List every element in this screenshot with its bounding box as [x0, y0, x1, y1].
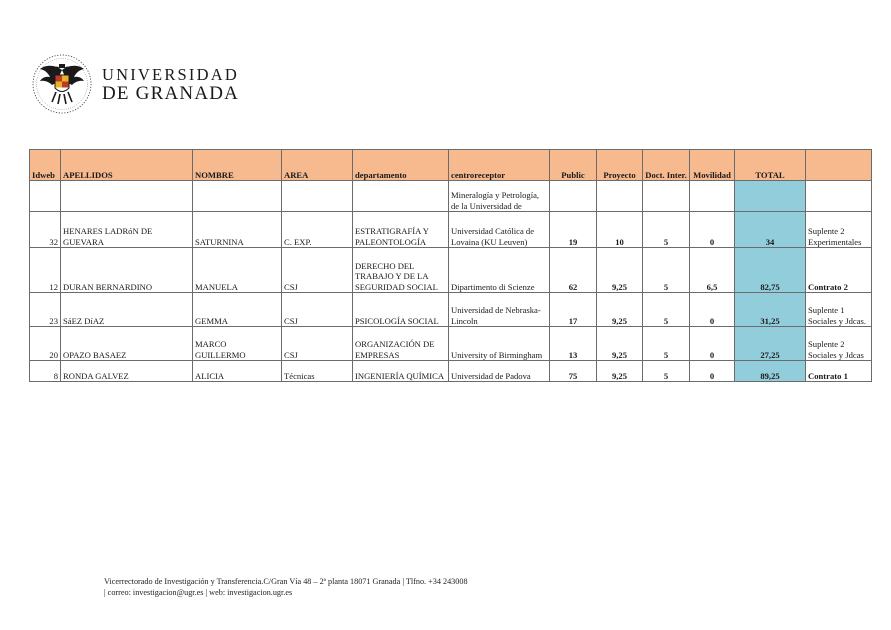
university-logo [30, 52, 250, 116]
footer-contact: | correo: investigacion@ugr.es | web: investigacion.ugr.es [104, 587, 293, 597]
cell-centro: Universidad Católica de Lovaina (KU Leuven) [449, 212, 550, 248]
logo-line2: DE GRANADA [102, 83, 240, 104]
cell-id: 20 [30, 327, 61, 361]
cell-area: CSJ [282, 248, 353, 293]
cell-departamento: ESTRATIGRAFÍA Y PALEONTOLOGÍA [353, 212, 449, 248]
cell-departamento: ORGANIZACIÓN DE EMPRESAS [353, 327, 449, 361]
cell-doct: 5 [643, 361, 690, 382]
footer-address: Vicerrectorado de Investigación y Transferencia.C/Gran Vía 48 – 2ª planta 18071 Granada | Tlfno. +34 243008 [104, 577, 468, 586]
col-area: AREA [282, 150, 353, 181]
table-row [30, 181, 872, 212]
cell-total: 34 [735, 212, 806, 248]
cell-total: 82,75 [735, 248, 806, 293]
cell-centro: Universidad de Nebraska-Lincoln [449, 293, 550, 327]
cell-area [282, 181, 353, 212]
cell-id: 23 [30, 293, 61, 327]
cell-doct: 5 [643, 293, 690, 327]
col-estado [806, 150, 872, 181]
cell-apellidos [61, 181, 193, 212]
table-row [30, 327, 872, 361]
cell-nombre [193, 181, 282, 212]
cell-nombre: MARCO GUILLERMO [193, 327, 282, 361]
cell-id: 32 [30, 212, 61, 248]
cell-proyecto: 9,25 [597, 248, 643, 293]
cell-total: 89,25 [735, 361, 806, 382]
col-total: TOTAL [735, 150, 806, 181]
university-seal-icon [30, 52, 94, 116]
cell-departamento: INGENIERÍA QUÍMICA [353, 361, 449, 382]
cell-movilidad: 6,5 [690, 248, 735, 293]
cell-centro: University of Birmingham [449, 327, 550, 361]
col-doct-inter: Doct. Inter. [643, 150, 690, 181]
cell-public: 75 [550, 361, 597, 382]
page-footer [104, 577, 468, 598]
cell-estado: Suplente 2 Experimentales [806, 212, 872, 248]
cell-nombre: GEMMA [193, 293, 282, 327]
cell-id: 8 [30, 361, 61, 382]
cell-proyecto: 9,25 [597, 293, 643, 327]
col-proyecto: Proyecto [597, 150, 643, 181]
table-row [30, 361, 872, 382]
cell-apellidos: RONDA GALVEZ [61, 361, 193, 382]
cell-apellidos: DURAN BERNARDINO [61, 248, 193, 293]
cell-public: 13 [550, 327, 597, 361]
cell-id [30, 181, 61, 212]
table-row [30, 248, 872, 293]
cell-movilidad [690, 181, 735, 212]
cell-nombre: SATURNINA [193, 212, 282, 248]
cell-centro: Dipartimento di Scienze [449, 248, 550, 293]
cell-centro: Universidad de Padova [449, 361, 550, 382]
cell-doct: 5 [643, 212, 690, 248]
cell-area: CSJ [282, 293, 353, 327]
cell-apellidos: SáEZ DíAZ [61, 293, 193, 327]
results-table [29, 149, 872, 382]
cell-proyecto [597, 181, 643, 212]
col-nombre: NOMBRE [193, 150, 282, 181]
cell-nombre: MANUELA [193, 248, 282, 293]
col-idweb: Idweb [30, 150, 61, 181]
cell-estado: Contrato 1 [806, 361, 872, 382]
cell-proyecto: 9,25 [597, 327, 643, 361]
table-header [30, 150, 872, 181]
logo-line1: UNIVERSIDAD [102, 65, 239, 84]
cell-total [735, 181, 806, 212]
cell-public [550, 181, 597, 212]
cell-movilidad: 0 [690, 212, 735, 248]
table-row [30, 212, 872, 248]
cell-total: 27,25 [735, 327, 806, 361]
cell-departamento: DERECHO DEL TRABAJO Y DE LA SEGURIDAD SOCIAL [353, 248, 449, 293]
cell-proyecto: 9,25 [597, 361, 643, 382]
cell-movilidad: 0 [690, 327, 735, 361]
cell-public: 19 [550, 212, 597, 248]
col-apellidos: APELLIDOS [61, 150, 193, 181]
cell-doct [643, 181, 690, 212]
cell-centro: Mineralogía y Petrología, de la Universidad de [449, 181, 550, 212]
cell-estado: Contrato 2 [806, 248, 872, 293]
cell-area: CSJ [282, 327, 353, 361]
col-centroreceptor: centroreceptor [449, 150, 550, 181]
cell-apellidos: HENARES LADRóN DE GUEVARA [61, 212, 193, 248]
col-departamento: departamento [353, 150, 449, 181]
cell-estado: Suplente 1 Sociales y Jdcas. [806, 293, 872, 327]
cell-doct: 5 [643, 248, 690, 293]
col-movilidad: Movilidad [690, 150, 735, 181]
col-public: Public [550, 150, 597, 181]
cell-estado [806, 181, 872, 212]
cell-proyecto: 10 [597, 212, 643, 248]
cell-estado: Suplente 2 Sociales y Jdcas [806, 327, 872, 361]
cell-departamento [353, 181, 449, 212]
cell-doct: 5 [643, 327, 690, 361]
cell-departamento: PSICOLOGÍA SOCIAL [353, 293, 449, 327]
cell-public: 62 [550, 248, 597, 293]
cell-public: 17 [550, 293, 597, 327]
cell-apellidos: OPAZO BASAEZ [61, 327, 193, 361]
cell-nombre: ALICIA [193, 361, 282, 382]
cell-area: C. EXP. [282, 212, 353, 248]
cell-id: 12 [30, 248, 61, 293]
cell-total: 31,25 [735, 293, 806, 327]
table-row [30, 293, 872, 327]
cell-movilidad: 0 [690, 293, 735, 327]
cell-area: Técnicas [282, 361, 353, 382]
cell-movilidad: 0 [690, 361, 735, 382]
